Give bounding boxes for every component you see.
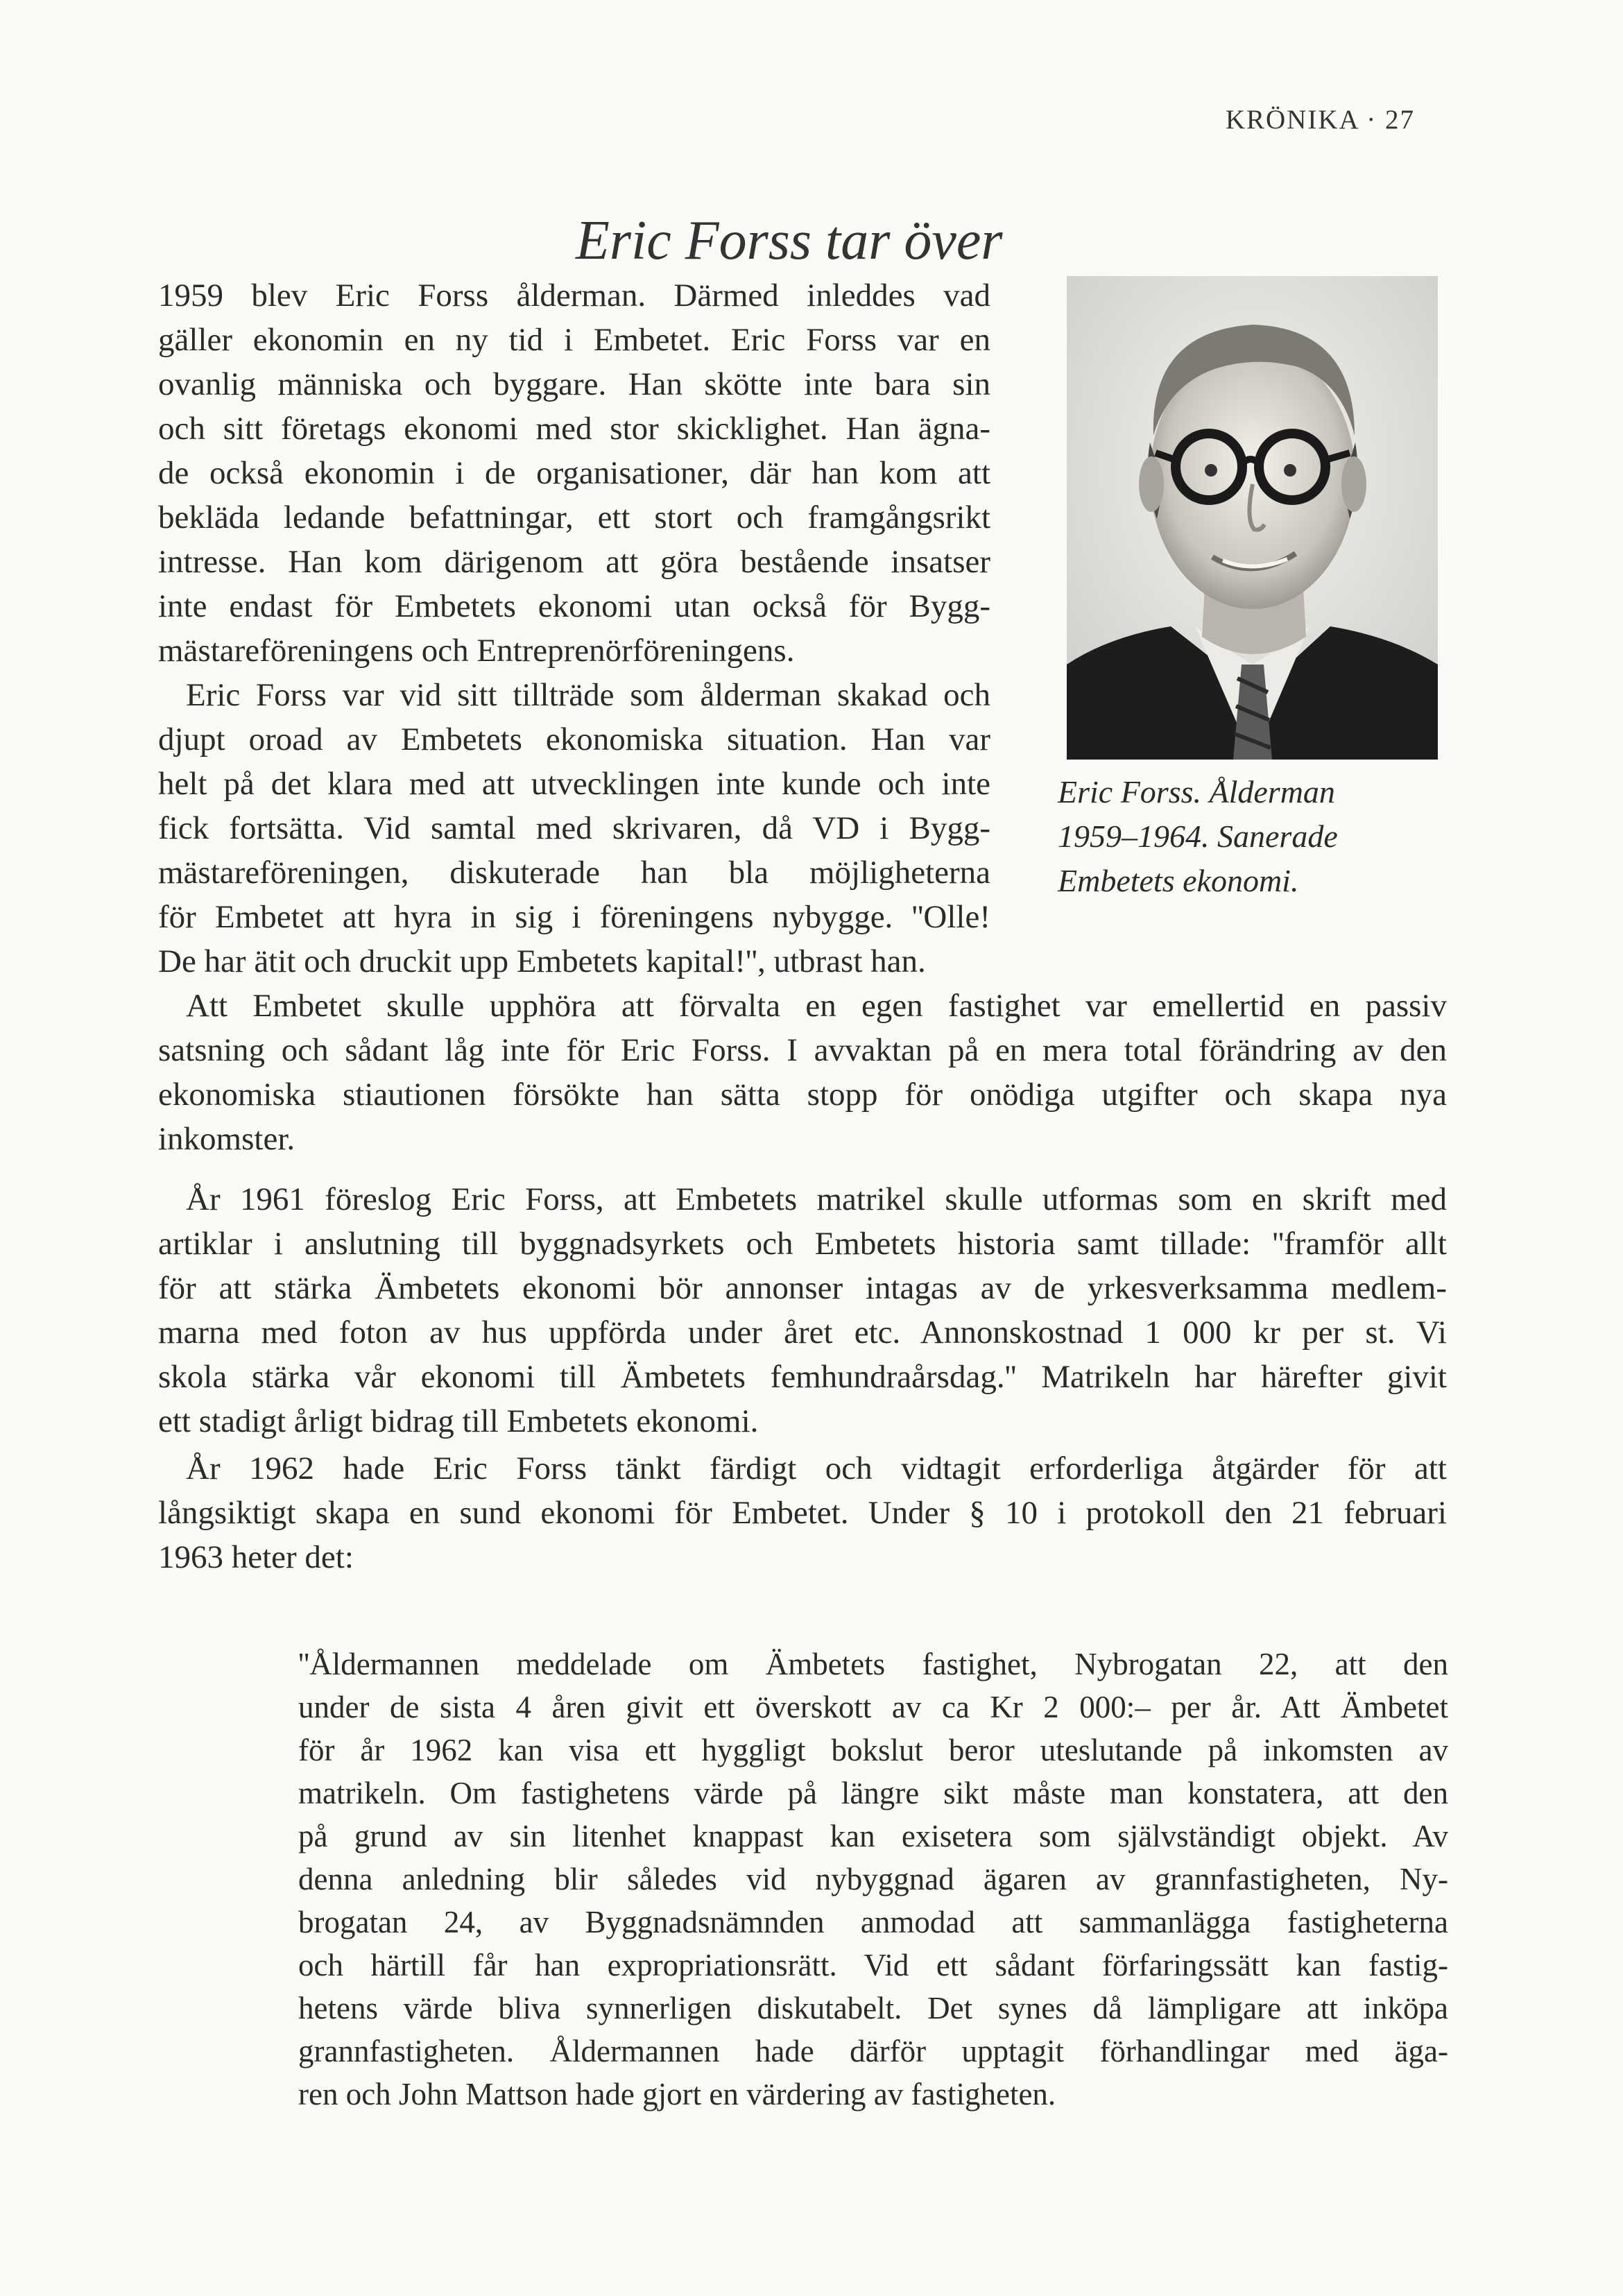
text-line: bekläda ledande befattningar, ett stort och framgångsrikt xyxy=(158,499,990,536)
paragraph-4 xyxy=(158,1177,1447,1443)
text-line: År 1961 föreslog Eric Forss, att Embetets matrikel skulle utformas som en skrift med xyxy=(186,1181,1447,1217)
text-line: gäller ekonomin en ny tid i Embetet. Eric Forss var en xyxy=(158,322,990,358)
quote-line: brogatan 24, av Byggnadsnämnden anmodad att sammanlägga fastigheterna xyxy=(298,1905,1448,1939)
caption-line: Embetets ekonomi. xyxy=(1058,863,1299,898)
quote-line: ''Åldermannen meddelade om Ämbetets fastighet, Nybrogatan 22, att den xyxy=(298,1647,1448,1681)
paragraph-5 xyxy=(158,1446,1447,1579)
portrait-photo xyxy=(1067,276,1438,760)
caption-line: Eric Forss. Ålderman xyxy=(1058,774,1335,809)
text-line: långsiktigt skapa en sund ekonomi för Embetet. Under § 10 i protokoll den 21 februari xyxy=(158,1495,1447,1531)
photo-caption xyxy=(1058,770,1446,903)
text-line: mästareföreningen, diskuterade han bla möjligheterna xyxy=(158,855,990,891)
text-line: mästareföreningens och Entreprenörföreningens. xyxy=(158,633,795,669)
text-line: ett stadigt årligt bidrag till Embetets ekonomi. xyxy=(158,1403,759,1439)
quote-line: denna anledning blir således vid nybyggnad ägaren av grannfastigheten, Ny- xyxy=(298,1862,1448,1896)
text-line: inkomster. xyxy=(158,1121,295,1157)
text-line: inte endast för Embetets ekonomi utan också för Bygg- xyxy=(158,588,990,624)
quote-line: för år 1962 kan visa ett hyggligt bokslut beror uteslutande på inkomsten av xyxy=(298,1733,1448,1767)
quote-line: och härtill får han expropriationsrätt. Vid ett sådant förfaringssätt kan fastig- xyxy=(298,1948,1448,1982)
text-line: artiklar i anslutning till byggnadsyrkets och Embetets historia samt tillade: ''framför allt xyxy=(158,1226,1447,1262)
paragraph-1 xyxy=(158,273,990,673)
text-line: Eric Forss var vid sitt tillträde som ålderman skakad och xyxy=(186,677,990,713)
text-line: de också ekonomin i de organisationer, där han kom att xyxy=(158,455,990,491)
text-line: djupt oroad av Embetets ekonomiska situation. Han var xyxy=(158,721,990,757)
text-line: marna med foton av hus uppförda under året etc. Annonskostnad 1 000 kr per st. Vi xyxy=(158,1314,1447,1351)
text-line: ekonomiska stiautionen försökte han sätta stopp för onödiga utgifter och skapa nya xyxy=(158,1077,1447,1113)
article-title: Eric Forss tar över xyxy=(576,210,1003,271)
text-line: fick fortsätta. Vid samtal med skrivaren, då VD i Bygg- xyxy=(158,810,990,846)
quote-line: under de sista 4 åren givit ett överskott av ca Kr 2 000:– per år. Att Ämbetet xyxy=(298,1690,1448,1724)
text-line: helt på det klara med att utvecklingen inte kunde och inte xyxy=(158,766,990,802)
paragraph-3 xyxy=(158,984,1447,1161)
text-line: för Embetet att hyra in sig i föreningens nybygge. ''Olle! xyxy=(158,899,990,935)
text-line: De har ätit och druckit upp Embetets kapital!'', utbrast han. xyxy=(158,943,926,979)
running-head: KRÖNIKA · 27 xyxy=(1225,105,1415,135)
paragraph-2 xyxy=(158,673,990,984)
text-line: för att stärka Ämbetets ekonomi bör annonser intagas av de yrkesverksamma medlem- xyxy=(158,1270,1447,1306)
text-line: Att Embetet skulle upphöra att förvalta en egen fastighet var emellertid en passiv xyxy=(186,988,1447,1024)
text-line: satsning och sådant låg inte för Eric Forss. I avvaktan på en mera total förändring av den xyxy=(158,1032,1447,1068)
portrait-illustration xyxy=(1067,276,1438,760)
quote-line: ren och John Mattson hade gjort en värdering av fastigheten. xyxy=(298,2077,1056,2111)
block-quote xyxy=(298,1643,1448,2116)
text-line: År 1962 hade Eric Forss tänkt färdigt och vidtagit erforderliga åtgärder för att xyxy=(186,1450,1447,1487)
text-line: 1959 blev Eric Forss ålderman. Därmed inleddes vad xyxy=(158,277,990,314)
text-line: intresse. Han kom därigenom att göra bestående insatser xyxy=(158,544,990,580)
quote-line: matrikeln. Om fastighetens värde på längre sikt måste man konstatera, att den xyxy=(298,1776,1448,1810)
text-line: 1963 heter det: xyxy=(158,1539,354,1575)
quote-line: grannfastigheten. Åldermannen hade därför upptagit förhandlingar med äga- xyxy=(298,2034,1448,2068)
text-line: och sitt företags ekonomi med stor skicklighet. Han ägna- xyxy=(158,411,990,447)
quote-line: hetens värde bliva synnerligen diskutabelt. Det synes då lämpligare att inköpa xyxy=(298,1991,1448,2025)
caption-line: 1959–1964. Sanerade xyxy=(1058,819,1338,854)
text-line: ovanlig människa och byggare. Han skötte inte bara sin xyxy=(158,366,990,402)
text-line: skola stärka vår ekonomi till Ämbetets femhundraårsdag.'' Matrikeln har härefter givit xyxy=(158,1359,1447,1395)
quote-line: på grund av sin litenhet knappast kan exisetera som självständigt objekt. Av xyxy=(298,1819,1448,1853)
